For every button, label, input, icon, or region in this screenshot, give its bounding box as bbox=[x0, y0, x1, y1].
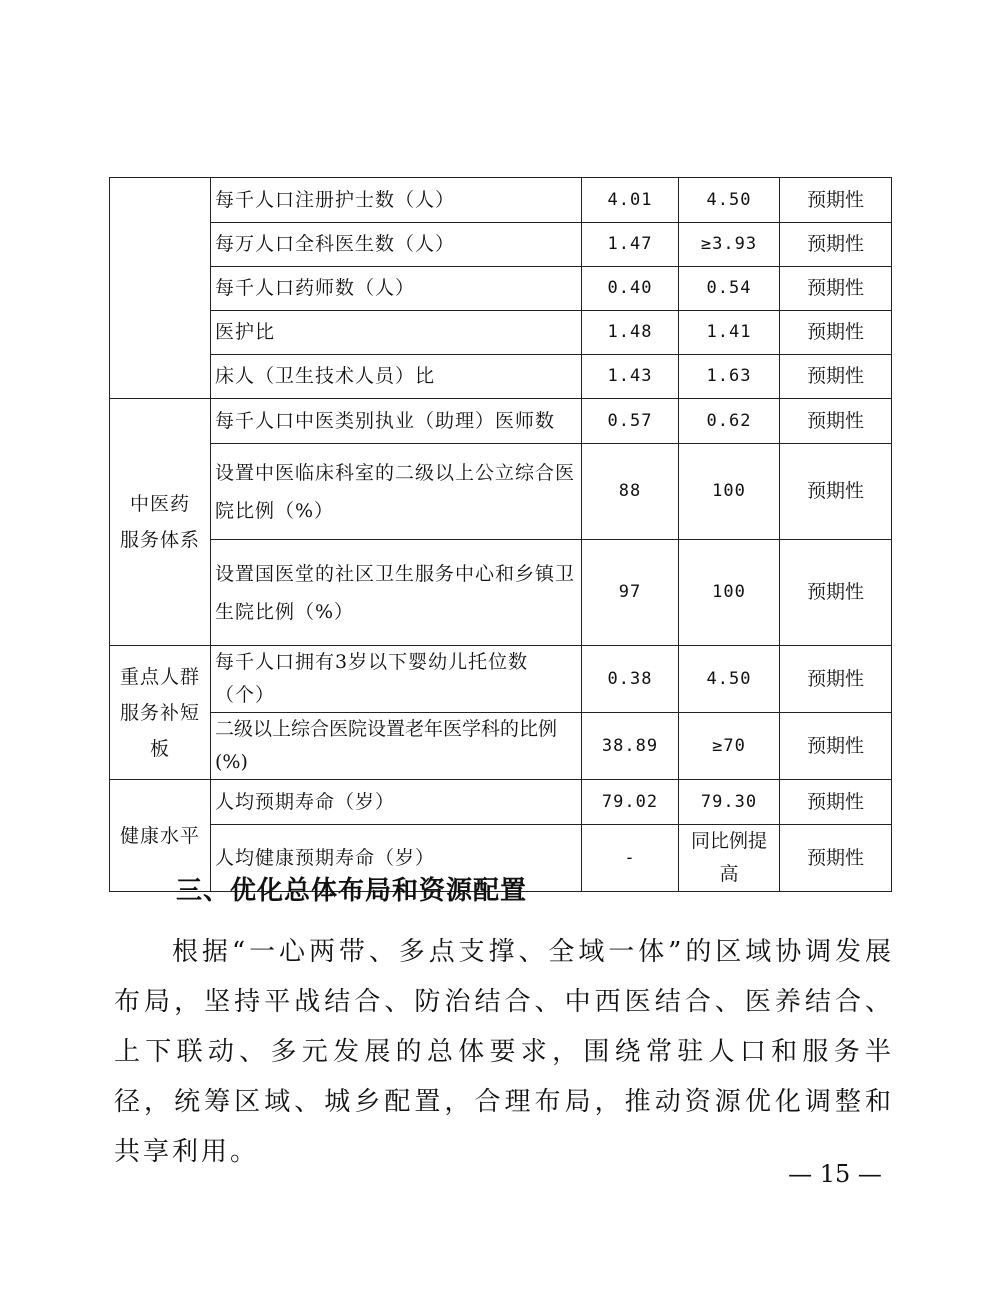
property-value: 预期性 bbox=[780, 311, 892, 355]
base-value: 79.02 bbox=[582, 780, 679, 825]
table-row bbox=[110, 540, 892, 646]
section-heading: 三、优化总体布局和资源配置 bbox=[176, 876, 528, 906]
table-row bbox=[110, 178, 892, 223]
category-cell bbox=[110, 399, 211, 646]
target-value: 100 bbox=[679, 444, 780, 540]
target-value: 1.41 bbox=[679, 311, 780, 355]
base-value: 0.38 bbox=[582, 646, 679, 713]
table-row bbox=[110, 267, 892, 311]
base-value: 1.48 bbox=[582, 311, 679, 355]
base-value: 4.01 bbox=[582, 178, 679, 223]
category-label-line: 健康水平 bbox=[119, 824, 200, 847]
category-label-line: 服务补短板 bbox=[119, 701, 200, 760]
indicator-name: 每千人口药师数（人） bbox=[211, 267, 582, 311]
indicator-name: 每千人口拥有3岁以下婴幼儿托位数（个） bbox=[211, 646, 582, 713]
base-value: - bbox=[582, 825, 679, 892]
target-value: 0.54 bbox=[679, 267, 780, 311]
table-row bbox=[110, 646, 892, 713]
property-value: 预期性 bbox=[780, 355, 892, 399]
target-value: 0.62 bbox=[679, 399, 780, 444]
indicator-name: 医护比 bbox=[211, 311, 582, 355]
property-value: 预期性 bbox=[780, 825, 892, 892]
category-cell-empty bbox=[110, 178, 211, 399]
body-paragraph: 根据“一心两带、多点支撑、全域一体”的区域协调发展布局，坚持平战结合、防治结合、中西医结合、医养结合、上下联动、多元发展的总体要求，围绕常驻人口和服务半径，统筹区域、城乡配置，合理布局，推动资源优化调整和共享利用。 bbox=[114, 937, 894, 1167]
category-label-line: 中医药 bbox=[129, 493, 190, 515]
page-number: — 15 — bbox=[788, 1160, 882, 1188]
base-value: 0.40 bbox=[582, 267, 679, 311]
target-value: 同比例提高 bbox=[679, 825, 780, 892]
table-row bbox=[110, 444, 892, 540]
table-row bbox=[110, 311, 892, 355]
property-value: 预期性 bbox=[780, 444, 892, 540]
category-cell bbox=[110, 646, 211, 780]
indicator-name: 设置中医临床科室的二级以上公立综合医院比例（%） bbox=[211, 444, 582, 540]
table-row bbox=[110, 780, 892, 825]
target-value: 4.50 bbox=[679, 646, 780, 713]
property-value: 预期性 bbox=[780, 267, 892, 311]
indicator-name: 每千人口注册护士数（人） bbox=[211, 178, 582, 223]
table-row bbox=[110, 355, 892, 399]
target-value: 79.30 bbox=[679, 780, 780, 825]
property-value: 预期性 bbox=[780, 780, 892, 825]
target-value: 4.50 bbox=[679, 178, 780, 223]
base-value: 88 bbox=[582, 444, 679, 540]
table-row bbox=[110, 713, 892, 780]
target-value: ≥3.93 bbox=[679, 223, 780, 267]
property-value: 预期性 bbox=[780, 223, 892, 267]
property-value: 预期性 bbox=[780, 399, 892, 444]
indicator-name: 二级以上综合医院设置老年医学科的比例(%) bbox=[211, 713, 582, 780]
category-label-line: 重点人群 bbox=[119, 665, 200, 688]
indicator-name: 每万人口全科医生数（人） bbox=[211, 223, 582, 267]
category-label-line: 服务体系 bbox=[119, 529, 200, 551]
base-value: 1.43 bbox=[582, 355, 679, 399]
indicator-name: 设置国医堂的社区卫生服务中心和乡镇卫生院比例（%） bbox=[211, 540, 582, 646]
property-value: 预期性 bbox=[780, 646, 892, 713]
target-value: ≥70 bbox=[679, 713, 780, 780]
property-value: 预期性 bbox=[780, 713, 892, 780]
table-row bbox=[110, 223, 892, 267]
base-value: 0.57 bbox=[582, 399, 679, 444]
indicator-name: 每千人口中医类别执业（助理）医师数 bbox=[211, 399, 582, 444]
base-value: 97 bbox=[582, 540, 679, 646]
target-value: 1.63 bbox=[679, 355, 780, 399]
indicator-name: 人均预期寿命（岁） bbox=[211, 780, 582, 825]
table-row bbox=[110, 399, 892, 444]
base-value: 38.89 bbox=[582, 713, 679, 780]
indicator-name: 床人（卫生技术人员）比 bbox=[211, 355, 582, 399]
property-value: 预期性 bbox=[780, 540, 892, 646]
target-value: 100 bbox=[679, 540, 780, 646]
property-value: 预期性 bbox=[780, 178, 892, 223]
indicator-name: 人均健康预期寿命（岁） bbox=[211, 825, 582, 892]
indicator-table bbox=[109, 177, 892, 892]
base-value: 1.47 bbox=[582, 223, 679, 267]
